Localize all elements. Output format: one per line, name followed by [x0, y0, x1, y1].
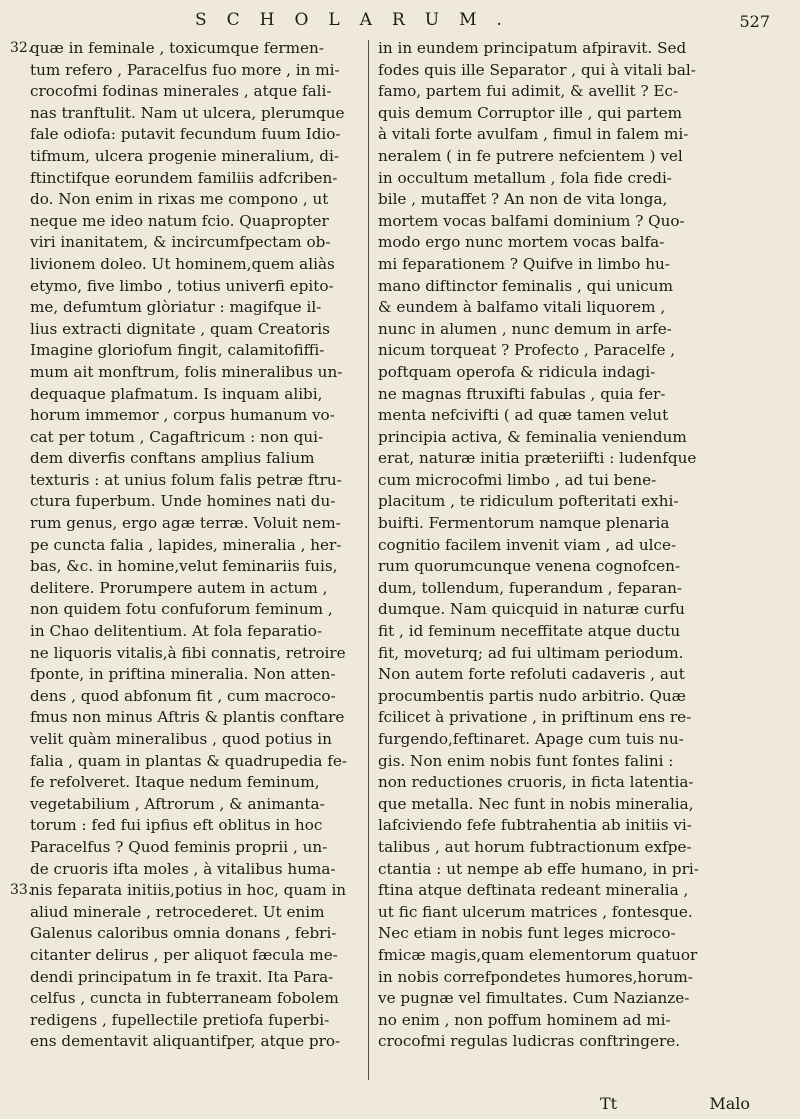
text-line: dum, tollendum, fuperandum , feparan-: [378, 578, 683, 597]
text-line: poftquam operofa & ridicula indagi-: [378, 362, 656, 381]
text-line: fmus non minus Aftris & plantis conftare: [30, 708, 345, 727]
text-line: quis demum Corruptor ille , qui partem: [378, 103, 682, 122]
text-line: horum immemor , corpus humanum vo-: [30, 406, 335, 425]
text-line: nis feparata initiis,potius in hoc, quam in: [30, 881, 347, 900]
right-text-column: [378, 38, 768, 1079]
text-line: famo, partem fui adimit, & avellit ? Ec-: [378, 82, 679, 101]
text-line: nicum torqueat ? Profecto , Paracelfe ,: [378, 341, 676, 360]
text-line: aliud minerale , retrocederet. Ut enim: [30, 902, 325, 921]
text-line: non reductiones cruoris, in ficta latentia-: [378, 773, 694, 792]
text-line: mano diftinctor feminalis , qui unicum: [378, 276, 673, 295]
text-line: ctura fuperbum. Unde homines nati du-: [30, 492, 336, 511]
text-line: viri inanitatem, & incircumfpectam ob-: [30, 233, 331, 252]
text-line: dem diverfis conftans amplius falium: [30, 449, 315, 468]
text-line: lafciviendo fefe fubtrahentia ab initiis vi-: [378, 816, 692, 835]
text-line: mi feparationem ? Quifve in limbo hu-: [378, 254, 670, 273]
text-line: fale odiofa: putavit fecundum fuum Idio-: [30, 125, 341, 144]
text-line: procumbentis partis nudo arbitrio. Quæ: [378, 686, 686, 705]
text-line: lius extracti dignitate , quam Creatoris: [30, 319, 330, 338]
text-line: livionem doleo. Ut hominem,quem aliàs: [30, 254, 335, 273]
text-line: ne magnas ftruxifti fabulas , quia fer-: [378, 384, 666, 403]
text-line: Imagine gloriofum fingit, calamitofiffi-: [30, 341, 325, 360]
text-line: fe refolveret. Itaque nedum feminum,: [30, 773, 320, 792]
text-line: neralem ( in fe putrere nefcientem ) vel: [378, 146, 683, 165]
text-line: pe cuncta falia , lapides, mineralia , her-: [30, 535, 342, 554]
catchword: Malo: [709, 1094, 750, 1113]
text-line: texturis : at unius folum falis petræ ftru-: [30, 470, 342, 489]
text-line: do. Non enim in rixas me compono , ut: [30, 190, 329, 209]
text-line: placitum , te ridiculum pofteritati exhi-: [378, 492, 679, 511]
text-line: que metalla. Nec funt in nobis mineralia,: [378, 794, 694, 813]
text-line: Galenus caloribus omnia donans , febri-: [30, 924, 337, 943]
text-line: dequaque plafmatum. Is inquam alibi,: [30, 384, 323, 403]
text-line: velit quàm mineralibus , quod potius in: [30, 730, 332, 748]
text-line: me, defumtum glòriatur : magifque il-: [30, 298, 322, 317]
text-line: ve pugnæ vel fimultates. Cum Nazianze-: [378, 989, 690, 1008]
text-line: rum quorumcunque venena cognofcen-: [378, 557, 681, 576]
text-line: buifti. Fermentorum namque plenaria: [378, 514, 670, 533]
text-line: Paracelfus ? Quod feminis proprii , un-: [30, 837, 328, 856]
text-line: furgendo,feftinaret. Apage cum tuis nu-: [378, 730, 684, 748]
text-line: neque me ideo natum fcio. Quapropter: [30, 211, 329, 230]
text-line: gis. Non enim nobis funt fontes falini :: [378, 751, 674, 770]
text-line: in nobis correfpondetes humores,horum-: [378, 967, 693, 986]
left-text-column: [30, 38, 360, 1079]
text-line: ut fic fiant ulcerum matrices , fontesque.: [378, 902, 693, 921]
text-line: cat per totum , Cagaftricum : non qui-: [30, 427, 324, 446]
text-line: à vitali forte avulfam , fimul in falem mi-: [378, 125, 689, 144]
text-line: bas, &c. in homine,velut feminariis fuis,: [30, 557, 338, 576]
text-line: celfus , cuncta in fubterraneam fobolem: [30, 989, 339, 1008]
text-line: ens dementavit aliquantifper, atque pro-: [30, 1032, 341, 1051]
text-line: fit , id feminum neceffitate atque ductu: [378, 622, 681, 641]
text-line: ctantia : ut nempe ab effe humano, in pri-: [378, 859, 699, 878]
text-line: no enim , non poffum hominem ad mi-: [378, 1010, 671, 1029]
text-line: mortem vocas balfami dominium ? Quo-: [378, 211, 685, 230]
text-line: cum microcofmi limbo , ad tui bene-: [378, 470, 657, 489]
text-line: modo ergo nunc mortem vocas balfa-: [378, 233, 665, 252]
text-line: ne liquoris vitalis,à fibi connatis, retroire: [30, 643, 346, 662]
text-line: cognitio facilem invenit viam , ad ulce-: [378, 535, 677, 554]
page-header: [0, 8, 800, 38]
running-head: SCHOLARUM.: [195, 10, 522, 30]
text-line: citanter delirus , per aliquot fæcula me-: [30, 945, 338, 964]
text-line: fit, moveturq; ad fui ultimam periodum.: [378, 643, 684, 662]
text-line: crocofmi fodinas minerales , atque fali-: [30, 82, 332, 101]
text-line: etymo, five limbo , totius univerfi epito-: [30, 276, 334, 295]
text-line: mum ait monftrum, folis mineralibus un-: [30, 362, 343, 381]
text-line: fponte, in priftina mineralia. Non atten-: [30, 665, 336, 684]
text-line: fodes quis ille Separator , qui à vitali bal-: [378, 60, 696, 79]
text-line: fmicæ magis,quam elementorum quatuor: [378, 945, 698, 964]
text-line: in in eundem principatum afpiravit. Sed: [378, 39, 687, 57]
text-line: delitere. Prorumpere autem in actum ,: [30, 578, 328, 597]
text-line: bile , mutaffet ? An non de vita longa,: [378, 190, 668, 209]
text-line: Non autem forte refoluti cadaveris , aut: [378, 665, 685, 684]
text-line: nunc in alumen , nunc demum in arfe-: [378, 319, 672, 338]
text-line: falia , quam in plantas & quadrupedia fe-: [30, 751, 347, 770]
text-line: ftina atque deftinata redeant mineralia ,: [378, 881, 689, 900]
text-line: talibus , aut horum fubtractionum exfpe-: [378, 837, 692, 856]
margin-section-number: 32.: [10, 40, 33, 56]
text-line: in occultum metallum , fola fide credi-: [378, 168, 672, 187]
text-line: dendi principatum in fe traxit. Ita Para-: [30, 967, 334, 986]
text-line: menta nefcivifti ( ad quæ tamen velut: [378, 406, 669, 425]
text-line: nas tranftulit. Nam ut ulcera, plerumque: [30, 103, 345, 122]
margin-section-number: 33.: [10, 882, 33, 898]
text-line: de cruoris ifta moles , à vitalibus huma-: [30, 859, 336, 878]
text-line: torum : fed fui ipfius eft oblitus in hoc: [30, 816, 323, 835]
text-line: Nec etiam in nobis funt leges microco-: [378, 924, 676, 943]
text-line: ftinctifque eorundem familiis adfcriben-: [30, 168, 338, 187]
text-line: principia activa, & feminalia veniendum: [378, 427, 687, 446]
text-line: quæ in feminale , toxicumque fermen-: [30, 39, 324, 57]
text-line: & eundem à balfamo vitali liquorem ,: [378, 298, 666, 317]
text-line: erat, naturæ initia præteriifti : ludenfque: [378, 449, 697, 468]
text-line: dens , quod abfonum fit , cum macroco-: [30, 686, 336, 705]
text-line: crocofmi regulas ludicras conftringere.: [378, 1032, 681, 1051]
text-line: dumque. Nam quicquid in naturæ curfu: [378, 600, 685, 619]
page-number: 527: [739, 12, 770, 31]
text-line: non quidem fotu confuforum feminum ,: [30, 600, 333, 619]
column-divider: [368, 40, 369, 1080]
text-line: tum refero , Paracelfus fuo more , in mi-: [30, 60, 340, 79]
text-line: tifmum, ulcera progenie mineralium, di-: [30, 146, 339, 165]
text-line: vegetabilium , Aftrorum , & animanta-: [30, 794, 325, 813]
text-line: redigens , fupellectile pretiofa fuperbi-: [30, 1010, 330, 1029]
signature-mark: Tt: [600, 1094, 618, 1113]
text-line: fcilicet à privatione , in priftinum ens re-: [378, 708, 692, 727]
text-line: rum genus, ergo agæ terræ. Voluit nem-: [30, 514, 341, 533]
text-line: in Chao delitentium. At fola feparatio-: [30, 622, 323, 641]
